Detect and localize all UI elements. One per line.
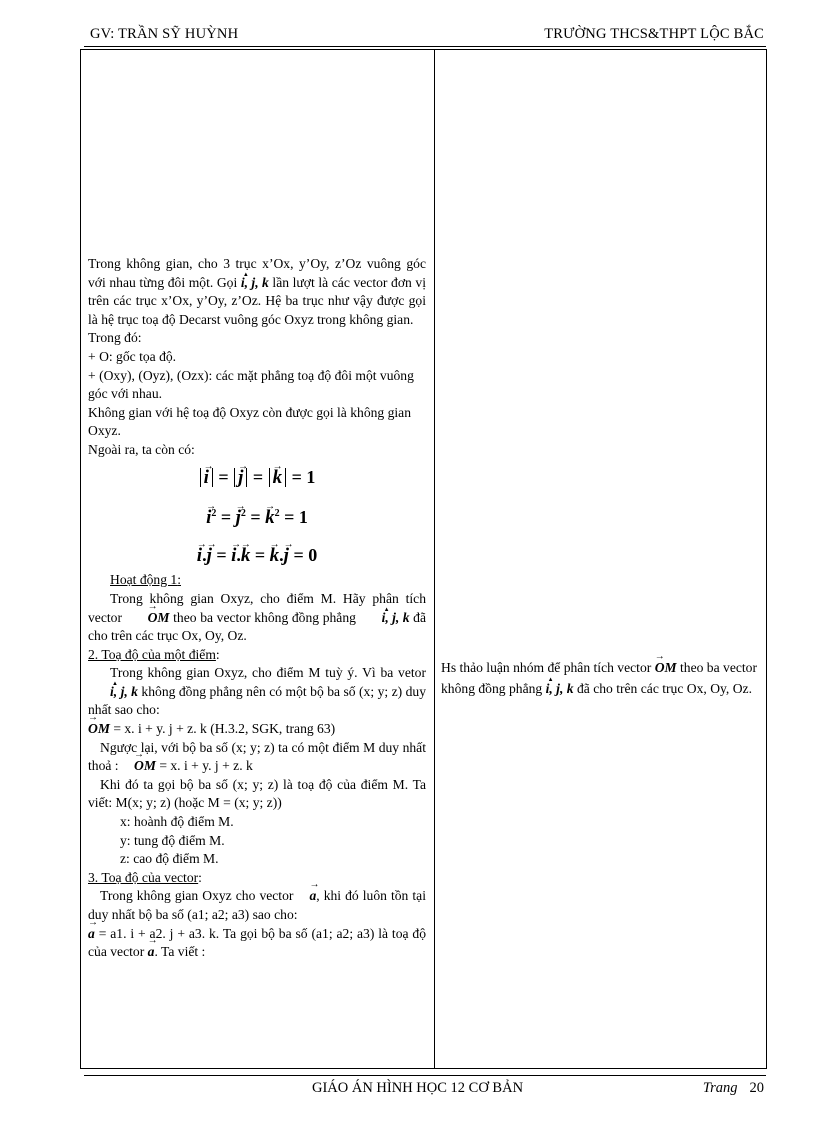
section2-definition: Khi đó ta gọi bộ ba số (x; y; z) là toạ độ của điểm M. Ta viết: M(x; y; z) (hoặc M = (x; y; z)) bbox=[88, 776, 426, 811]
footer-page bbox=[703, 1080, 764, 1097]
origin-item: + O: gốc tọa độ. bbox=[88, 348, 177, 364]
ordinate-item: y: tung độ điểm M. bbox=[120, 832, 225, 848]
section2-title: 2. Toạ độ của một điểm: bbox=[88, 646, 220, 662]
section2-converse: Ngược lại, với bộ ba số (x; y; z) ta có một điểm M duy nhất thoả : → OM = x. i + y. j + z. k bbox=[88, 739, 426, 776]
moreover-label: Ngoài ra, ta còn có: bbox=[88, 441, 195, 457]
student-column bbox=[441, 657, 761, 699]
footer-title: GIÁO ÁN HÌNH HỌC 12 CƠ BẢN bbox=[312, 1080, 524, 1096]
header-school: TRƯỜNG THCS&THPT LỘC BẮC bbox=[544, 26, 764, 42]
unit-vectors: ▲ i, j, k bbox=[241, 274, 269, 293]
planes-item: + (Oxy), (Oyz), (Ozx): các mặt phẳng toạ độ đôi một vuông góc với nhau. bbox=[88, 367, 414, 402]
column-divider bbox=[434, 50, 435, 1068]
section3-title: 3. Toạ độ của vector: bbox=[88, 869, 202, 885]
header-rule bbox=[84, 46, 766, 47]
space-named: Không gian với hệ toạ độ Oxyz còn được gọi là không gian Oxyz. bbox=[88, 404, 412, 439]
teacher-column bbox=[88, 255, 426, 962]
page-label: Trang bbox=[702, 1080, 738, 1096]
activity-paragraph: Trong không gian Oxyz, cho điểm M. Hãy phân tích vector → OM theo ba vector không đồng phẳng ▲ i, j, k đã cho trên các trục Ox, Oy, Oz. bbox=[88, 590, 426, 646]
trong-do-label: Trong đó: bbox=[88, 330, 142, 346]
section3-equation: → a = a1. i + a2. j + a3. k. Ta gọi bộ ba số (a1; a2; a3) là toạ độ của vector → a. Ta viết : bbox=[88, 925, 426, 962]
footer-rule bbox=[84, 1075, 766, 1076]
abscissa-item: x: hoành độ điểm M. bbox=[120, 814, 234, 830]
header-teacher: GV: TRẦN SỸ HUỲNH bbox=[90, 26, 239, 42]
dot-product-equation: → i.→ j = → i.→ k = → k.→ j = 0 bbox=[88, 546, 426, 566]
page-number: 20 bbox=[749, 1080, 764, 1096]
lesson-table bbox=[80, 49, 767, 1069]
square-equation: → $i^2$ = → $j^2$ = → $k^2 = 1$ bbox=[88, 505, 426, 528]
norm-equation: → i = → j = → k = 1 bbox=[88, 468, 426, 488]
student-activity: Hs thảo luận nhóm để phân tích vector → OM theo ba vector không đồng phẳng ▲ i, j, k đã cho trên các trục Ox, Oy, Oz. bbox=[441, 657, 761, 699]
applicate-item: z: cao độ điểm M. bbox=[120, 851, 219, 867]
section2-equation: → OM = x. i + y. j + z. k (H.3.2, SGK, trang 63) bbox=[88, 720, 426, 739]
intro-paragraph: Trong không gian, cho 3 trục x’Ox, y’Oy, z’Oz vuông góc với nhau từng đôi một. Gọi ▲ i, j, k lần lượt là các vector đơn vị trên các trục x’Ox, y’Oy, z’Oz. Hệ ba trục như vậy được gọi là hệ trục toạ độ Decarst vuông góc Oxyz trong không gian. bbox=[88, 255, 426, 329]
activity-title: Hoạt động 1: bbox=[110, 572, 181, 588]
section3-paragraph: Trong không gian Oxyz cho vector → a, khi đó luôn tồn tại duy nhất bộ ba số (a1; a2; a3) sao cho: bbox=[88, 887, 426, 924]
section2-paragraph: Trong không gian Oxyz, cho điểm M tuỳ ý. Vì ba vetor ▲ i, j, k không đồng phẳng nên có một bộ ba số (x; y; z) duy nhất sao cho: bbox=[88, 664, 426, 720]
